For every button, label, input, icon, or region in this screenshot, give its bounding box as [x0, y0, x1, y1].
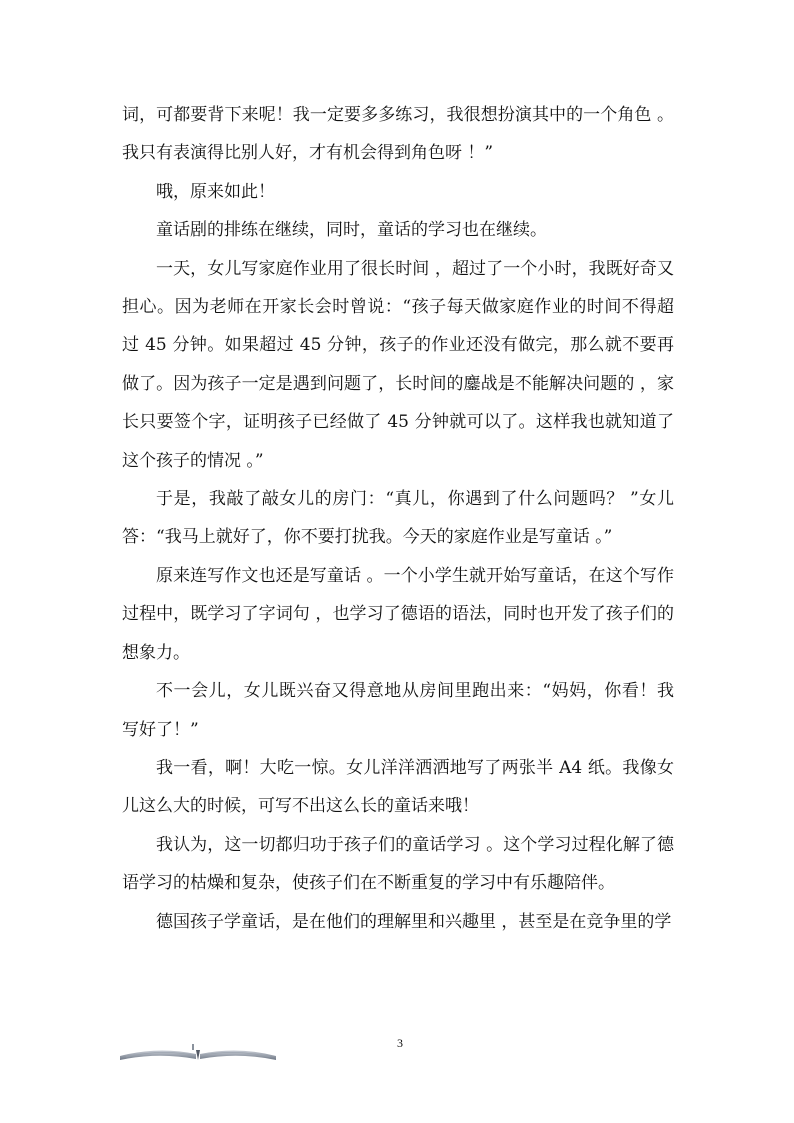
paragraph-3: 童话剧的排练在继续，同时，童话的学习也在继续。: [156, 220, 547, 241]
paragraph-1: 词，可都要背下来呢！我一定要多多练习，我很想扮演其中的一个角色 。我只有表演得比别人好，才有机会得到角色呀 ！”: [122, 105, 674, 164]
paragraph-2: 哦，原来如此！: [156, 181, 275, 202]
paragraph-4: 一天，女儿写家庭作业用了很长时间 ，超过了一个小时，我既好奇又担心。因为老师在开家长会时曾说：“孩子每天做家庭作业的时间不得超过 45 分钟。如果超过 45 分钟，孩子的作业还没有做完，那么就不要再做了。因为孩子一定是遇到问题了，长时间的鏖战是不能解决问题的 ，家长只要签个字，证明孩子已经做了 45 分钟就可以了。这样我也就知道了这个孩子的情况 。”: [122, 258, 674, 471]
paragraph-6: 原来连写作文也还是写童话 。一个小学生就开始写童话，在这个写作过程中，既学习了字词句 ，也学习了德语的语法，同时也开发了孩子们的想象力。: [122, 565, 674, 663]
open-book-icon: [118, 1036, 278, 1062]
paragraph-5: 于是，我敲了敲女儿的房门：“真儿，你遇到了什么问题吗？ ”女儿答：“我马上就好了，你不要打扰我。今天的家庭作业是写童话 。”: [122, 489, 674, 548]
body-text: [122, 96, 674, 941]
paragraph-8: 我一看，啊！大吃一惊。女儿洋洋洒洒地写了两张半 A4 纸。我像女儿这么大的时候，可写不出这么长的童话来哦！: [122, 757, 674, 817]
paragraph-7: 不一会儿，女儿既兴奋又得意地从房间里跑出来：“妈妈，你看！我写好了！”: [122, 681, 674, 740]
paragraph-10: 德国孩子学童话，是在他们的理解里和兴趣里 ，甚至是在竞争里的学: [156, 911, 672, 932]
paragraph-9: 我认为，这一切都归功于孩子们的童话学习 。这个学习过程化解了德语学习的枯燥和复杂，使孩子们在不断重复的学习中有乐趣陪伴。: [122, 834, 674, 894]
page-number: 3: [397, 1036, 403, 1050]
